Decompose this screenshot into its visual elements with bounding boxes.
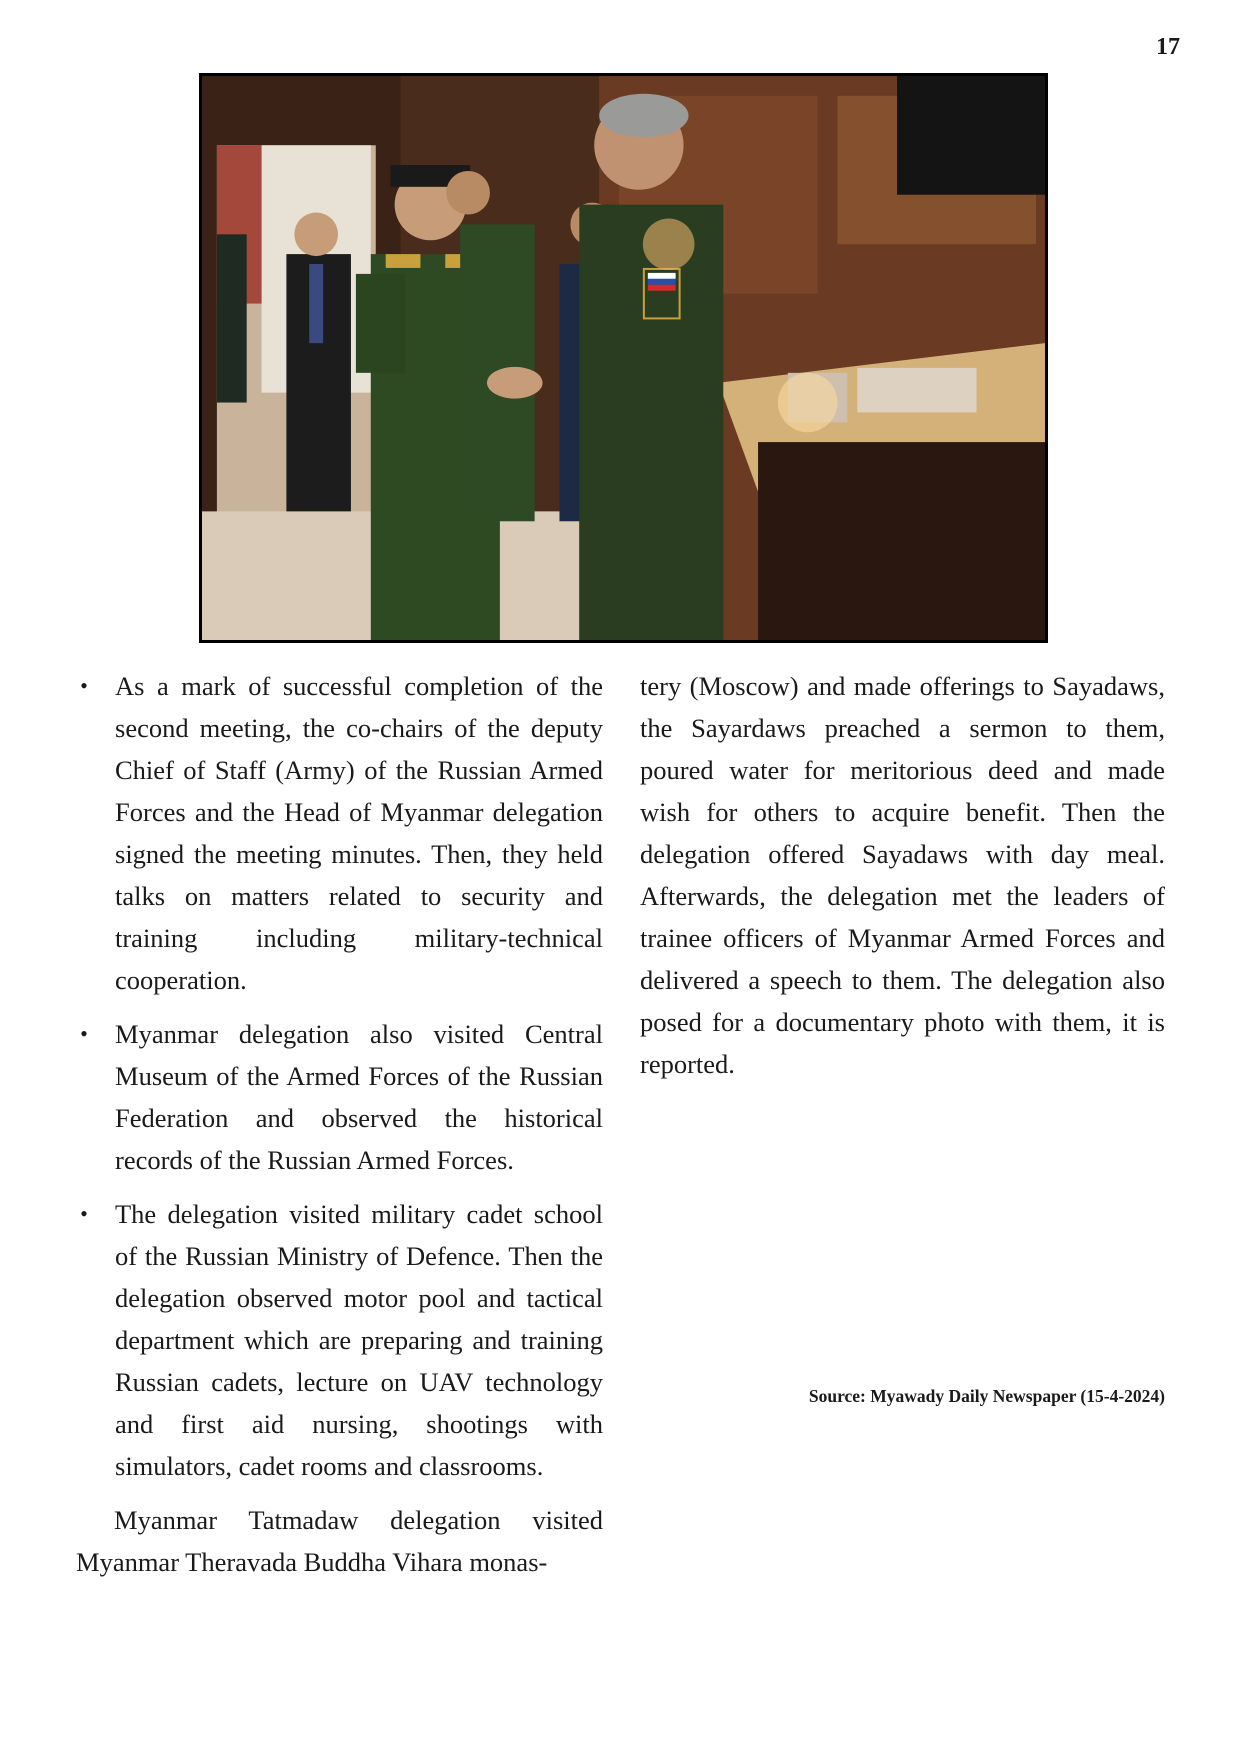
paragraph: Myanmar Tatmadaw delegation visited Myanmar Theravada Buddha Vihara monas- [76,1505,603,1577]
paragraph-continued: tery (Moscow) and made offerings to Sayadaws, the Sayardaws preached a sermon to them, poured water for meritorious deed and made wish for others to acquire benefit. Then the delegation offered Sayadaws with day meal. Afterwards, the delegation met the leaders of trainee officers of Myanmar Armed Forces and delivered a speech to them. The delegation also posed for a documentary photo with them, it is reported. [640,671,1165,1079]
bullet-list [76,665,603,1487]
list-item [76,1013,603,1181]
bullet-text: Myanmar delegation also visited Central Museum of the Armed Forces of the Russian Federation and observed the historical records of the Russian Armed Forces. [115,1019,603,1175]
page-number: 17 [1156,34,1180,60]
list-item [76,1193,603,1487]
list-item [76,665,603,1001]
bullet-text: As a mark of successful completion of the second meeting, the co-chairs of the deputy Chief of Staff (Army) of the Russian Armed Forces and the Head of Myanmar delegation signed the meeting minutes. Then, they held talks on matters related to security and training including military-technical cooperation. [115,671,603,995]
source-credit: Source: Myawady Daily Newspaper (15-4-2024) [808,1386,1165,1406]
bullet-text: The delegation visited military cadet school of the Russian Ministry of Defence. Then the delegation observed motor pool and tactical department which are preparing and training Russian cadets, lecture on UAV technology and first aid nursing, shootings with simulators, cadet rooms and classrooms. [115,1199,603,1481]
bullet-icon: • [80,1021,88,1046]
bullet-icon: • [80,1201,88,1226]
left-column [76,665,603,1583]
right-column [640,665,1165,1085]
bullet-icon: • [80,673,88,698]
news-photo [199,73,1048,643]
photo-handshake-icon [202,76,1045,640]
